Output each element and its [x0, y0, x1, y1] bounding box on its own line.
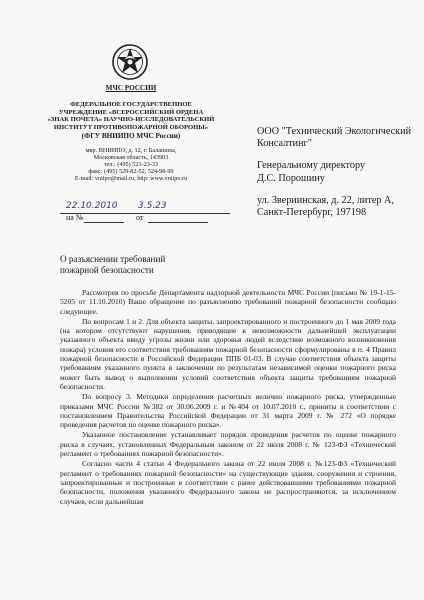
reference-line [66, 213, 231, 224]
subject-line: О разъяснении требований [60, 254, 166, 264]
org-line: «ЗНАК ПОЧЕТА» НАУЧНО-ИССЛЕДОВАТЕЛЬСКИЙ [47, 116, 215, 124]
recipient-line: ООО "Технический Экологический [257, 126, 412, 137]
org-short-name: (ФГУ ВНИИПО МЧС России) [81, 131, 181, 140]
na-label: на № [66, 213, 84, 222]
body-paragraph: Указанное постановление устанавливает порядок проведения расчетов по оценке пожарного риска в случаях, установленных Федеральным законом от 22 июля 2008 г. № 123-ФЗ «Технический регламент о требованиях пожарной безопасности». [60, 430, 396, 459]
handwritten-date: 22.10.2010 [66, 201, 118, 211]
subject-line: пожарной безопасности [60, 265, 154, 275]
recipient-line: Консалтинг" [257, 138, 312, 150]
address-line: факс: (495) 529-82-52, 524-98-99 [88, 168, 174, 176]
address-line: мкр. ВНИИПО, д. 12, г. Балашиха, [85, 146, 177, 154]
body-paragraph: Согласно части 4 статьи 4 Федерального закона от 22 июля 2008 г. №123-ФЗ «Технический регламент о требованиях пожарной безопасности» на существующие здания, сооружения и строения, запроектированные и построенные в соответствии с ранее действовавшими требованиями пожарной безопасности, положения указанного Федерального закона не распространяются, за исключением случаев, если дальнейшая [60, 459, 396, 506]
na-underline [84, 222, 124, 223]
subject [60, 254, 165, 276]
org-line: ИНСТИТУТ ПРОТИВОПОЖАРНОЙ ОБОРОНЫ» [53, 124, 209, 132]
ot-underline [148, 222, 208, 223]
sender-block [36, 85, 226, 182]
recipient-spacer [257, 185, 417, 195]
recipient-line: Д.С. Порошину [257, 172, 325, 184]
org-line: УЧРЕЖДЕНИЕ «ВСЕРОССИЙСКИЙ ОРДЕНА [58, 108, 204, 116]
ministry-label: МЧС РОССИИ [105, 84, 157, 92]
handwritten-number: 3.5.23 [138, 201, 167, 211]
ot-label: от [136, 213, 144, 222]
recipient-line: ул. Звериинская, д. 22, литер А, [257, 194, 394, 206]
recipient-spacer [257, 150, 417, 160]
recipient-line: Генеральному директору [257, 160, 366, 172]
body-paragraph: По вопросам 1 и 2. Для объекта защиты, запроектированного и построенного до 1 мая 2009 года (на котором отсутствуют нарушения, приводящие к невозможности дальнейшей эксплуатации указанного объекта ввиду угрозы жизни или здоровья людей вследствие возможного возникновения пожара) условия его соответствия требованиям пожарной безопасности сформулированы в п. 4 Правил пожарной безопасности в Российской Федерации ППБ 01-03. В случае соответствия объекта защиты требованиям указанного пункта в заключении по результатам независимой оценки пожарного риска может быть вывод о выполнении условий соответствия объекта защиты требованиям пожарной безопасности. [60, 316, 396, 391]
recipient-line: Санкт-Петербург, 197198 [257, 207, 367, 219]
recipient-block [257, 126, 417, 219]
letter-body [60, 288, 396, 598]
emchs-emblem-icon [110, 42, 150, 82]
body-paragraph: По вопросу 3. Методики определения расчетных величин пожарного риска, утвержденные приказами МЧС России №382 от 30.06.2009 г. и №404 от 10.07.2010 г., приняты в соответствии с постановлением Правительства Российской Федерации от 31 марта 2009 г. № 272 «О порядке проведения расчетов по оценке пожарного риска». [60, 392, 396, 430]
address-line: тел.: (495) 521-23-33 [103, 160, 159, 168]
body-paragraph: Рассмотрев по просьбе Департамента надзорной деятельности МЧС России (письмо № 19-1-15-5205 от 11.10.2010) Ваше обращение по разъяснению требований пожарной безопасности сообщаю следующее. [60, 288, 396, 316]
org-line: ФЕДЕРАЛЬНОЕ ГОСУДАРСТВЕННОЕ [70, 100, 192, 108]
address-line: Московская область, 143903 [93, 153, 169, 161]
address-line: E-mail: vniipo@mail.ru, http: www.vniipo.ru [74, 175, 188, 183]
